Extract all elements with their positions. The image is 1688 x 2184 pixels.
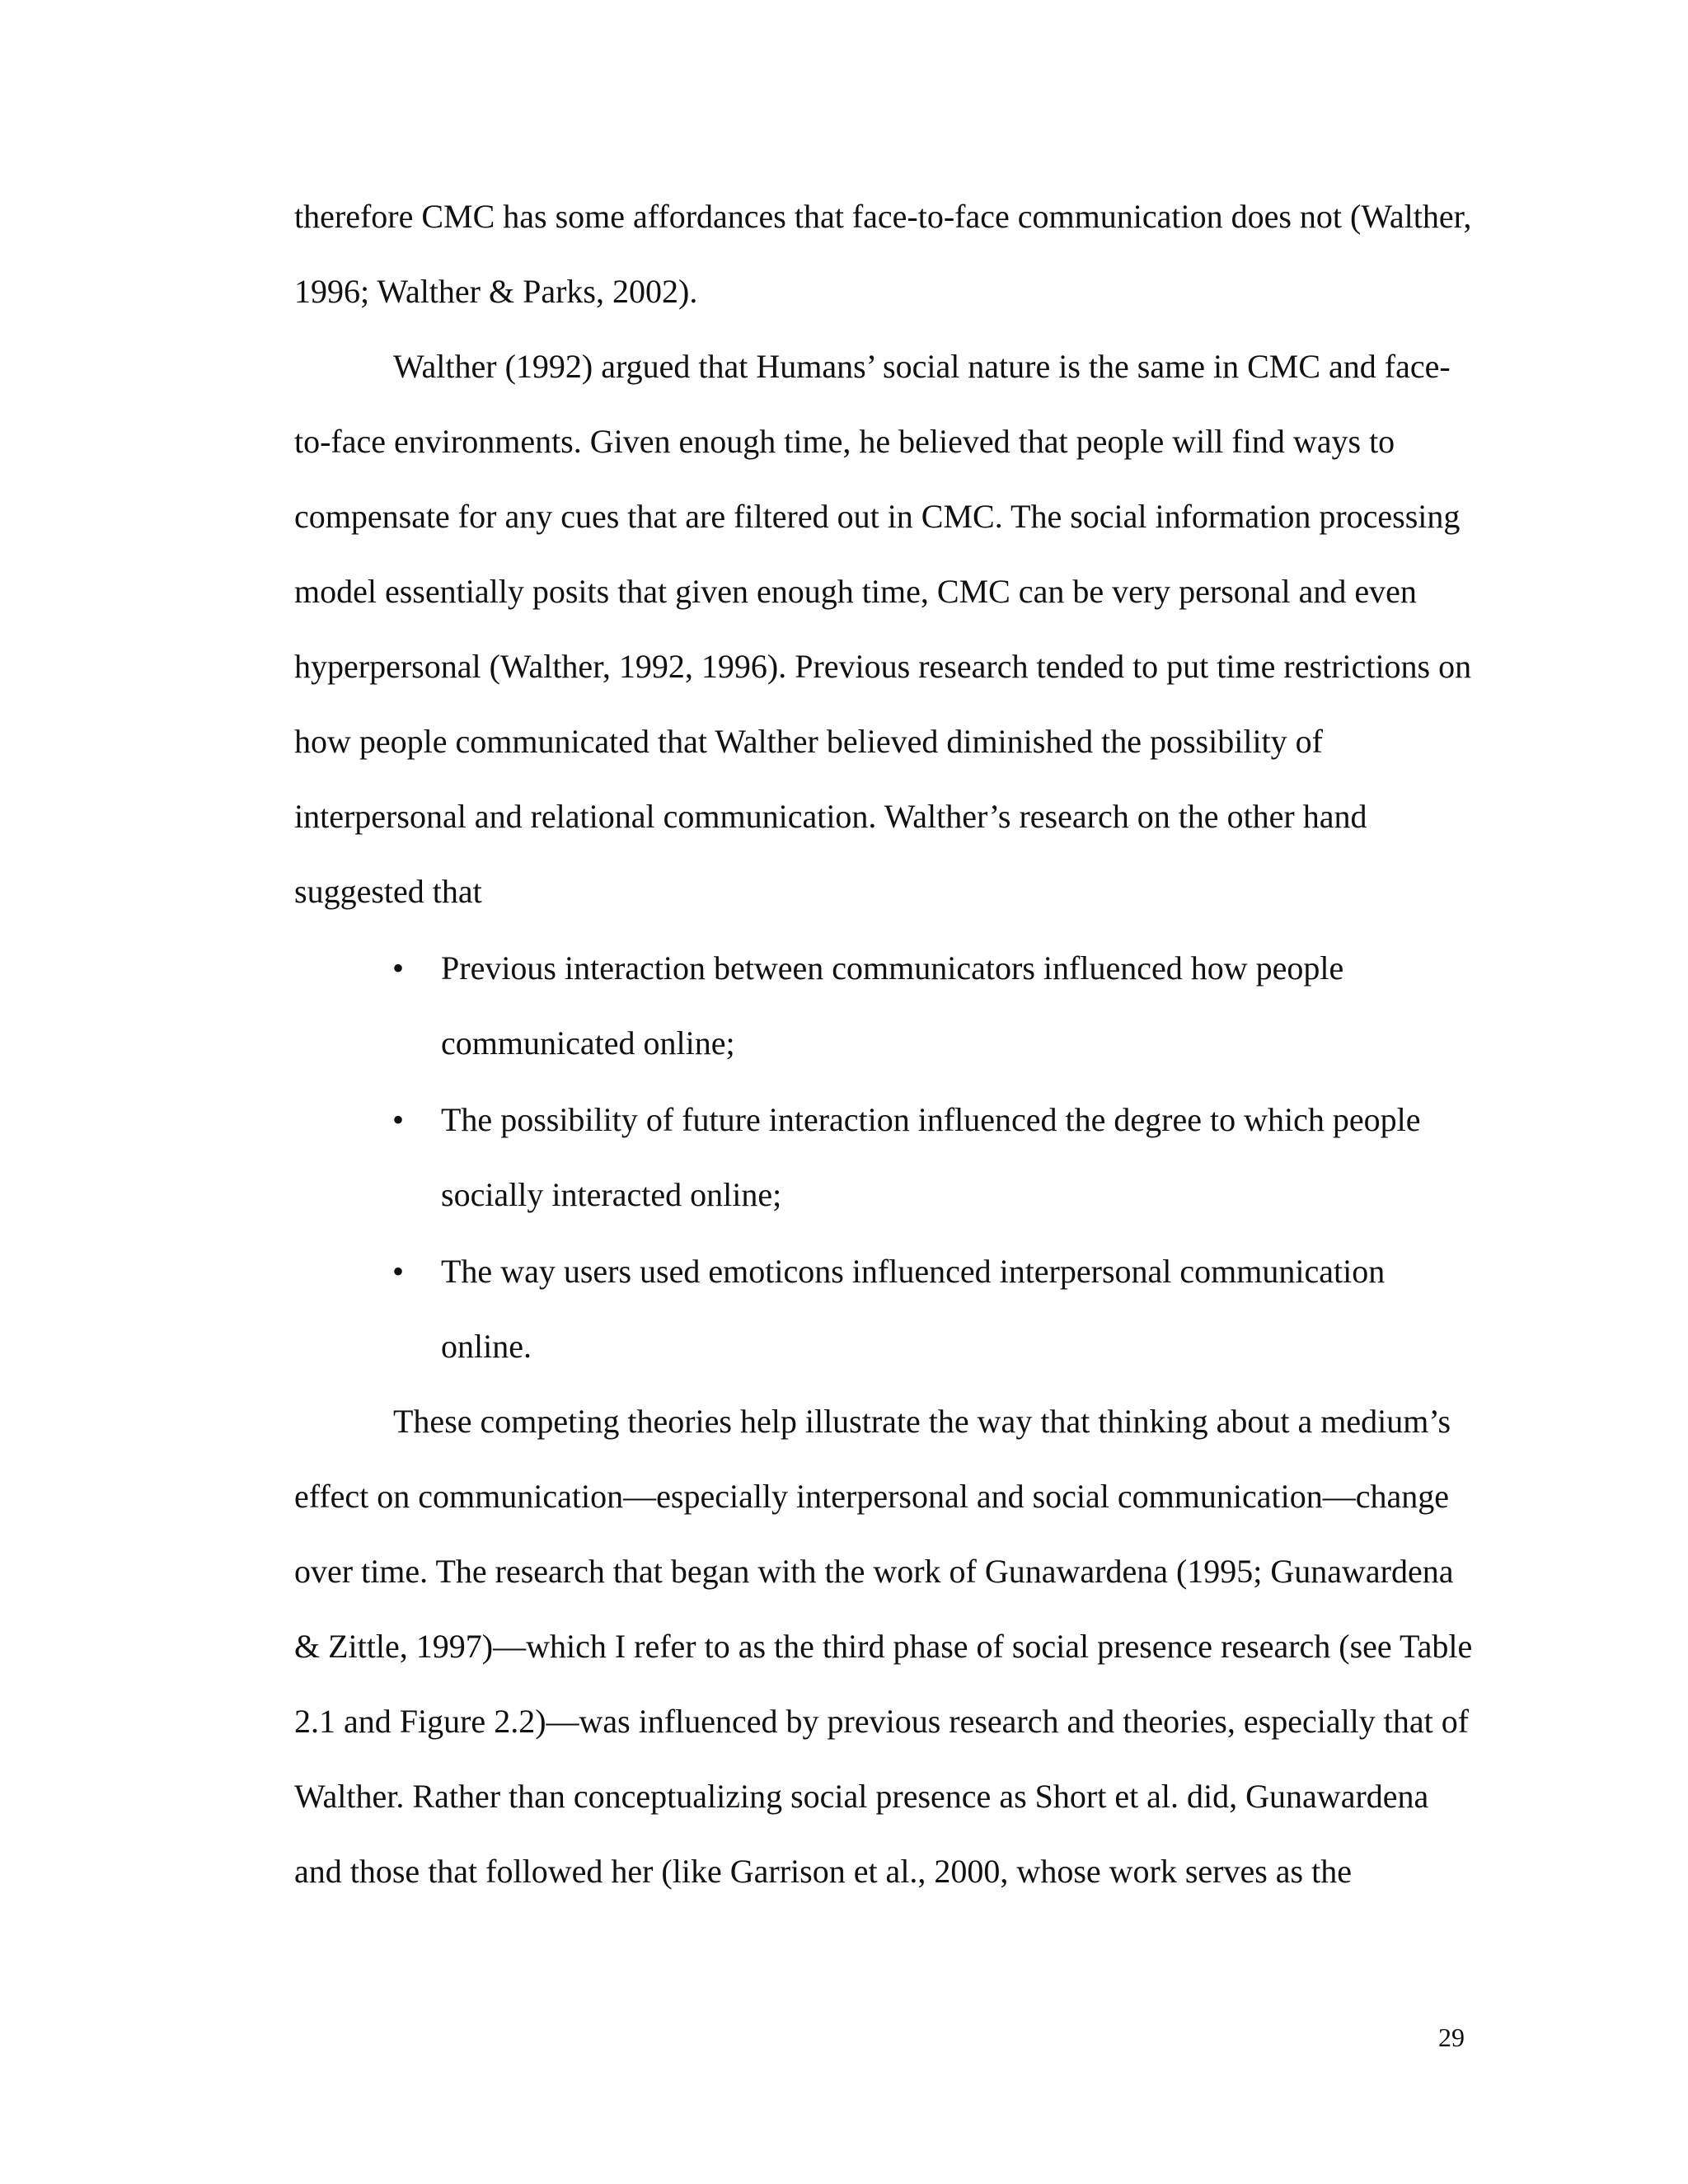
text-line: suggested that [294,873,482,910]
bullet-icon: • [392,1101,405,1138]
text-line: model essentially posits that given enough time, CMC can be very personal and even [294,573,1417,610]
text-line: and those that followed her (like Garrison et al., 2000, whose work serves as the [294,1853,1352,1890]
text-line: to-face environments. Given enough time, he believed that people will find ways to [294,423,1395,460]
text-line: how people communicated that Walther believed diminished the possibility of [294,723,1323,760]
text-line: hyperpersonal (Walther, 1992, 1996). Previous research tended to put time restrictions on [294,648,1472,685]
list-item-text: online. [441,1328,532,1365]
text-line: These competing theories help illustrate the way that thinking about a medium’s [393,1403,1451,1440]
list-item-text: Previous interaction between communicators influenced how people [441,949,1344,987]
text-line: 2.1 and Figure 2.2)—was influenced by previous research and theories, especially that of [294,1703,1470,1740]
text-line: 1996; Walther & Parks, 2002). [294,273,698,310]
text-line: & Zittle, 1997)—which I refer to as the third phase of social presence research (see Table [294,1628,1473,1665]
text-line: interpersonal and relational communication. Walther’s research on the other hand [294,798,1367,835]
bullet-icon: • [392,1253,405,1290]
text-line: compensate for any cues that are filtered out in CMC. The social information processing [294,498,1461,535]
page-number: 29 [1438,2022,1465,2052]
list-item-text: communicated online; [441,1024,735,1062]
list-item-text: The possibility of future interaction influenced the degree to which people [441,1101,1421,1138]
text-line: effect on communication—especially interpersonal and social communication—change [294,1478,1449,1515]
list-item-text: socially interacted online; [441,1176,782,1213]
text-line: Walther. Rather than conceptualizing social presence as Short et al. did, Gunawardena [294,1778,1429,1815]
bullet-icon: • [392,949,405,987]
text-line: therefore CMC has some affordances that face-to-face communication does not (Walther, [294,198,1472,235]
text-line: over time. The research that began with the work of Gunawardena (1995; Gunawardena [294,1553,1454,1590]
text-line: Walther (1992) argued that Humans’ social nature is the same in CMC and face- [393,348,1451,385]
list-item-text: The way users used emoticons influenced interpersonal communication [441,1253,1386,1290]
